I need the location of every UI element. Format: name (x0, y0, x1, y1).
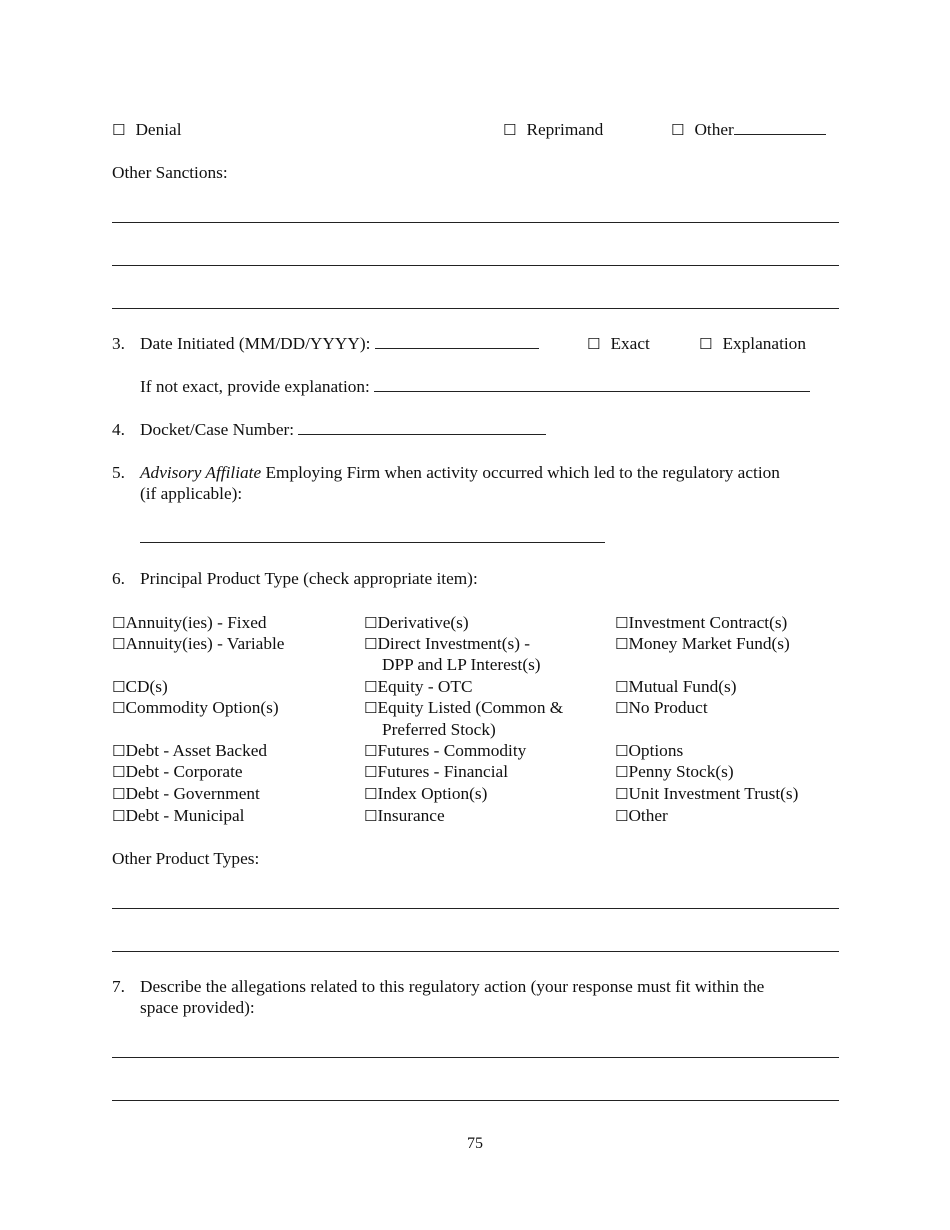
checkbox-icon[interactable]: ☐ (699, 335, 713, 353)
q5-label-italic: Advisory Affiliate (140, 463, 262, 482)
q3-label: Date Initiated (MM/DD/YYYY): (140, 334, 371, 353)
checkbox-icon[interactable]: ☐ (364, 742, 378, 760)
checkbox-icon[interactable]: ☐ (615, 807, 629, 825)
product-label: Equity - OTC (377, 677, 473, 696)
product-label: Insurance (377, 806, 445, 825)
checkbox-icon[interactable]: ☐ (364, 807, 378, 825)
product-investment-contracts[interactable] (615, 612, 787, 634)
q5-label-rest: Employing Firm when activity occurred which led to the regulatory action (261, 463, 780, 482)
checkbox-icon[interactable]: ☐ (587, 335, 601, 353)
product-debt-government[interactable] (112, 783, 260, 805)
checkbox-icon[interactable]: ☐ (112, 699, 126, 717)
product-debt-municipal[interactable] (112, 805, 244, 827)
product-debt-asset-backed[interactable] (112, 740, 267, 762)
q7-label-line2: space provided): (140, 998, 255, 1017)
q4-docket-field (140, 419, 546, 440)
product-equity-otc[interactable] (364, 676, 473, 698)
other-sanctions-line-3[interactable] (112, 308, 839, 309)
product-cds[interactable] (112, 676, 168, 698)
checkbox-icon[interactable]: ☐ (615, 699, 629, 717)
other-sanctions-line-2[interactable] (112, 265, 839, 266)
other-product-types-line-1[interactable] (112, 908, 839, 909)
other-product-types-label: Other Product Types: (112, 849, 260, 868)
exact-label: Exact (610, 334, 650, 353)
checkbox-icon[interactable]: ☐ (112, 807, 126, 825)
checkbox-icon[interactable]: ☐ (112, 614, 126, 632)
other-sanctions-label: Other Sanctions: (112, 163, 228, 182)
explanation-label: Explanation (722, 334, 806, 353)
checkbox-icon[interactable]: ☐ (112, 763, 126, 781)
product-money-market-funds[interactable] (615, 633, 790, 655)
product-label: Penny Stock(s) (628, 762, 734, 781)
reprimand-label: Reprimand (526, 120, 604, 139)
product-label: Annuity(ies) - Variable (125, 634, 285, 653)
product-label: Debt - Corporate (125, 762, 243, 781)
other-sanction-option[interactable] (671, 119, 826, 141)
checkbox-icon[interactable]: ☐ (112, 678, 126, 696)
product-label: CD(s) (125, 677, 168, 696)
q4-number: 4. (112, 420, 125, 439)
q7-label: Describe the allegations related to this regulatory action (your response must fit within the (140, 977, 765, 996)
employing-firm-input[interactable] (140, 542, 605, 543)
other-label: Other (694, 120, 734, 139)
product-mutual-funds[interactable] (615, 676, 736, 698)
product-no-product[interactable] (615, 697, 708, 719)
checkbox-icon[interactable]: ☐ (364, 785, 378, 803)
product-label: Equity Listed (Common & (377, 698, 564, 717)
checkbox-icon[interactable]: ☐ (112, 635, 126, 653)
product-label: Money Market Fund(s) (628, 634, 790, 653)
checkbox-icon[interactable]: ☐ (615, 763, 629, 781)
product-equity-listed[interactable] (364, 697, 563, 719)
checkbox-icon[interactable]: ☐ (671, 121, 685, 139)
allegations-line-1[interactable] (112, 1057, 839, 1058)
page-number: 75 (467, 1135, 483, 1152)
explain-label: If not exact, provide explanation: (140, 377, 370, 396)
product-label: Derivative(s) (377, 613, 469, 632)
q5-label-line2: (if applicable): (140, 484, 243, 503)
allegations-line-2[interactable] (112, 1100, 839, 1101)
product-label: No Product (628, 698, 708, 717)
q3-number: 3. (112, 334, 125, 353)
product-label: Debt - Asset Backed (125, 741, 268, 760)
q4-label: Docket/Case Number: (140, 420, 295, 439)
product-label: Other (628, 806, 668, 825)
checkbox-icon[interactable]: ☐ (364, 699, 378, 717)
checkbox-icon[interactable]: ☐ (615, 678, 629, 696)
product-insurance[interactable] (364, 805, 445, 827)
product-label: Mutual Fund(s) (628, 677, 737, 696)
product-label: Direct Investment(s) - (377, 634, 531, 653)
checkbox-icon[interactable]: ☐ (112, 121, 126, 139)
explanation-input[interactable] (374, 376, 810, 392)
product-penny-stocks[interactable] (615, 761, 734, 783)
product-label: Debt - Government (125, 784, 260, 803)
product-commodity-options[interactable] (112, 697, 279, 719)
other-sanctions-line-1[interactable] (112, 222, 839, 223)
checkbox-icon[interactable]: ☐ (615, 614, 629, 632)
product-label: Unit Investment Trust(s) (628, 784, 799, 803)
product-futures-financial[interactable] (364, 761, 508, 783)
date-initiated-input[interactable] (375, 333, 539, 349)
docket-number-input[interactable] (298, 419, 546, 435)
product-direct-investments[interactable] (364, 633, 530, 655)
checkbox-icon[interactable]: ☐ (364, 763, 378, 781)
checkbox-icon[interactable]: ☐ (615, 785, 629, 803)
checkbox-icon[interactable]: ☐ (364, 678, 378, 696)
product-label: Investment Contract(s) (628, 613, 788, 632)
q5-number: 5. (112, 463, 125, 482)
checkbox-icon[interactable]: ☐ (615, 635, 629, 653)
q5-label (140, 462, 780, 483)
product-options[interactable] (615, 740, 683, 762)
product-label-continuation: Preferred Stock) (382, 720, 496, 739)
product-label-continuation: DPP and LP Interest(s) (382, 655, 541, 674)
product-label: Annuity(ies) - Fixed (125, 613, 267, 632)
reprimand-option[interactable] (503, 119, 603, 141)
product-futures-commodity[interactable] (364, 740, 526, 762)
product-index-options[interactable] (364, 783, 487, 805)
explanation-option[interactable] (699, 333, 806, 355)
checkbox-icon[interactable]: ☐ (112, 785, 126, 803)
exact-option[interactable] (587, 333, 650, 355)
product-debt-corporate[interactable] (112, 761, 243, 783)
q6-number: 6. (112, 569, 125, 588)
q3-explanation-field (140, 376, 810, 397)
product-annuities-fixed[interactable] (112, 612, 267, 634)
denial-label: Denial (135, 120, 182, 139)
q3-date-field (140, 333, 539, 354)
product-label: Futures - Commodity (377, 741, 527, 760)
q6-label: Principal Product Type (check appropriate item): (140, 569, 478, 588)
other-sanction-blank[interactable] (734, 119, 826, 135)
product-label: Futures - Financial (377, 762, 508, 781)
product-annuities-variable[interactable] (112, 633, 284, 655)
checkbox-icon[interactable]: ☐ (503, 121, 517, 139)
product-unit-investment-trusts[interactable] (615, 783, 798, 805)
product-label: Options (628, 741, 684, 760)
denial-option[interactable] (112, 119, 182, 141)
product-label: Index Option(s) (377, 784, 488, 803)
other-product-types-line-2[interactable] (112, 951, 839, 952)
checkbox-icon[interactable]: ☐ (364, 614, 378, 632)
product-label: Commodity Option(s) (125, 698, 279, 717)
product-derivatives[interactable] (364, 612, 469, 634)
checkbox-icon[interactable]: ☐ (615, 742, 629, 760)
checkbox-icon[interactable]: ☐ (364, 635, 378, 653)
q7-number: 7. (112, 977, 125, 996)
product-other[interactable] (615, 805, 668, 827)
checkbox-icon[interactable]: ☐ (112, 742, 126, 760)
product-label: Debt - Municipal (125, 806, 245, 825)
